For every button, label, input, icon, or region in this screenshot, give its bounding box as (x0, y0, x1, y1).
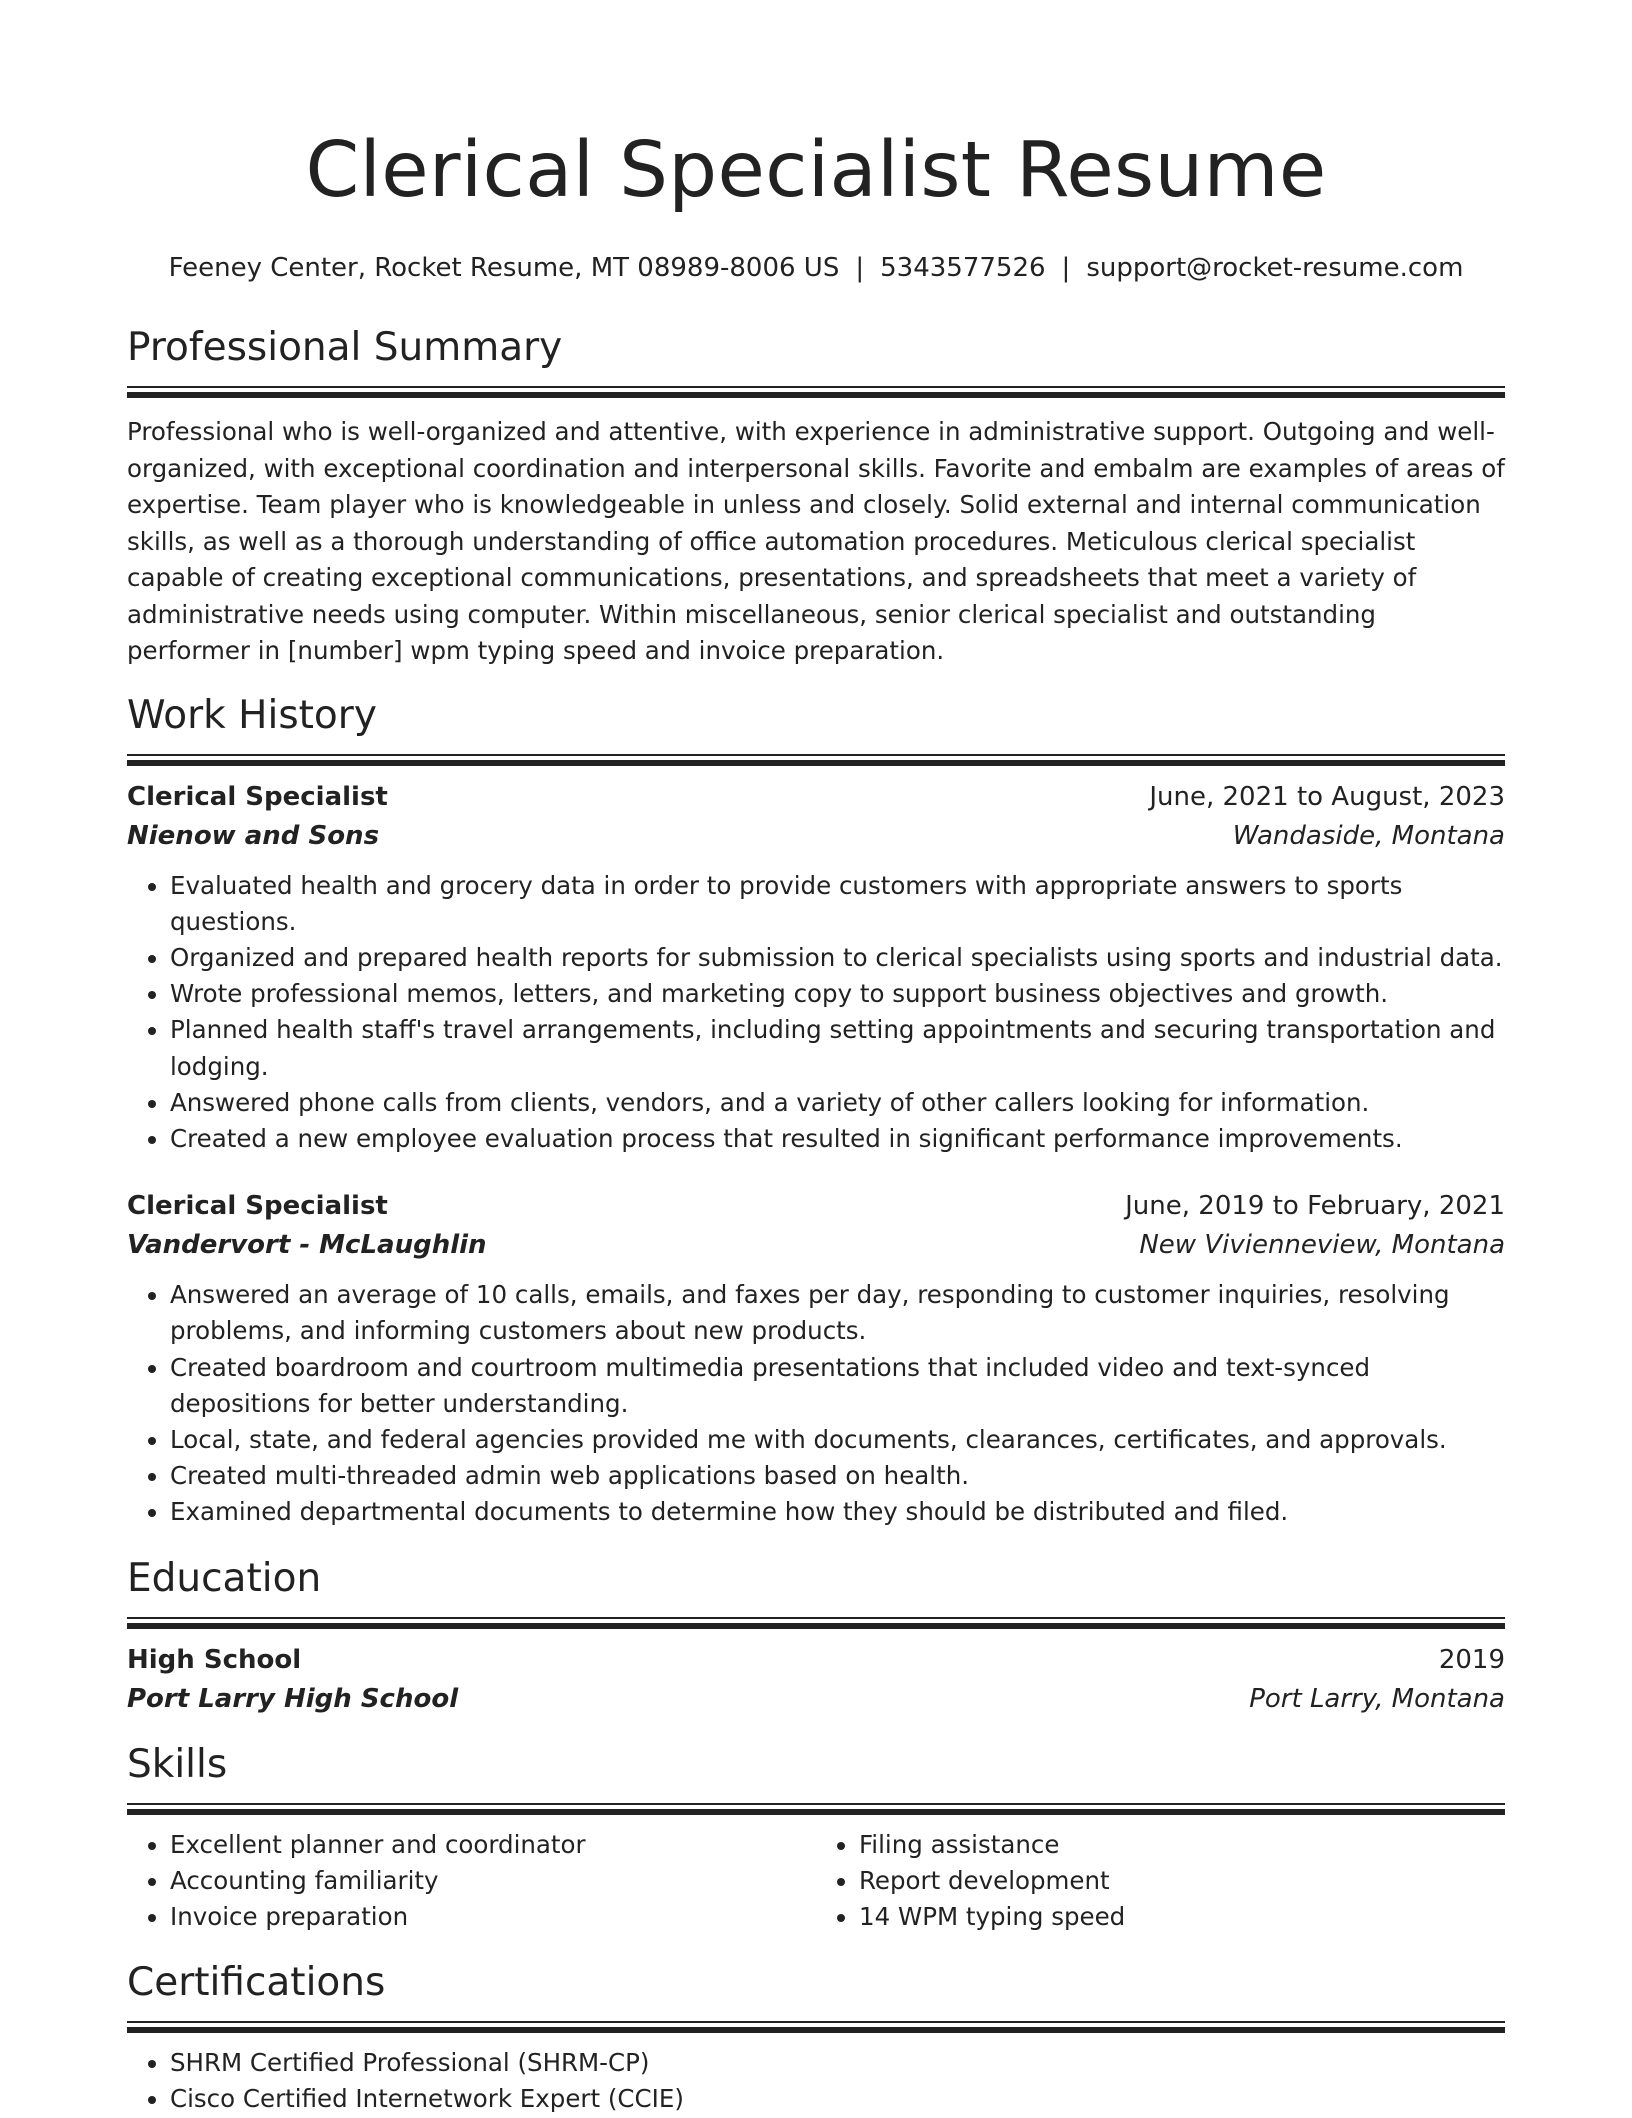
list-item: • 14 WPM typing speed (859, 1899, 1505, 1935)
section-divider (127, 1617, 1505, 1629)
resume-title: Clerical Specialist Resume (305, 126, 1327, 215)
summary-section (127, 322, 1505, 670)
list-item: • Wrote professional memos, letters, and marketing copy to support business objectives and growth. (170, 976, 1505, 1012)
section-divider (127, 386, 1505, 398)
list-item: • Invoice preparation (170, 1899, 816, 1935)
list-item: • Cisco Certified Internetwork Expert (CCIE) (170, 2081, 1505, 2117)
contact-email: support@rocket-resume.com (1086, 253, 1464, 283)
job-bullets (127, 1277, 1505, 1530)
job-entry (127, 778, 1505, 1158)
certifications-section (127, 1957, 1505, 2117)
certifications-list (127, 2045, 1505, 2117)
contact-address: Feeney Center, Rocket Resume, MT 08989-8006 US (168, 253, 840, 283)
section-heading-certifications: Certifications (127, 1960, 386, 2006)
section-heading-summary: Professional Summary (127, 325, 563, 370)
section-divider (127, 754, 1505, 766)
skills-section (127, 1739, 1505, 1936)
job-dates: June, 2021 to August, 2023 (1149, 781, 1505, 812)
section-heading-education: Education (127, 1555, 322, 1601)
contact-separator: | (1061, 253, 1071, 283)
job-header-row (127, 1187, 1505, 1226)
job-company-row (127, 817, 1505, 856)
list-item: • Local, state, and federal agencies provided me with documents, clearances, certificates, and approvals. (170, 1422, 1505, 1458)
job-title: Clerical Specialist (127, 1191, 388, 1222)
list-item: • Planned health staff's travel arrangements, including setting appointments and securing transportation and lodging. (170, 1012, 1505, 1084)
section-heading-work-history: Work History (127, 692, 377, 738)
list-item: • Created a new employee evaluation process that resulted in significant performance improvements. (170, 1121, 1505, 1157)
education-header-row (127, 1641, 1505, 1680)
job-entry (127, 1187, 1505, 1530)
work-history-section (127, 690, 1505, 1531)
list-item: • Created boardroom and courtroom multimedia presentations that included video and text-synced depositions for better understanding. (170, 1350, 1505, 1422)
list-item: • Excellent planner and coordinator (170, 1827, 816, 1863)
summary-text: Professional who is well-organized and attentive, with experience in administrative support. Outgoing and well-organized, with exceptional coordination and interpersonal skills. Favorite and embalm are examples of areas of expertise. Team player who is knowledgeable in unless and closely. Solid external and internal communication skills, as well as a thorough understanding of office automation procedures. Meticulous clerical specialist capable of creating exceptional communications, presentations, and spreadsheets that meet a variety of administrative needs using computer. Within miscellaneous, senior clerical specialist and outstanding performer in [number] wpm typing speed and invoice preparation. (127, 417, 1505, 665)
skills-list-right (816, 1827, 1505, 1936)
job-location: Wandaside, Montana (1232, 820, 1505, 851)
skills-list-left (127, 1827, 816, 1936)
education-school: Port Larry High School (127, 1683, 459, 1714)
list-item: • Created multi-threaded admin web applications based on health. (170, 1458, 1505, 1494)
education-location: Port Larry, Montana (1249, 1683, 1505, 1714)
contact-phone: 5343577526 (880, 253, 1046, 283)
education-school-row (127, 1680, 1505, 1719)
contact-line (127, 250, 1505, 286)
job-title: Clerical Specialist (127, 781, 388, 812)
education-entry (127, 1641, 1505, 1719)
list-item: • Evaluated health and grocery data in order to provide customers with appropriate answers to sports questions. (170, 868, 1505, 940)
education-degree: High School (127, 1644, 302, 1675)
job-company: Vandervort - McLaughlin (127, 1230, 487, 1261)
job-header-row (127, 778, 1505, 817)
list-item: • Answered an average of 10 calls, emails, and faxes per day, responding to customer inquiries, resolving problems, and informing customers about new products. (170, 1277, 1505, 1349)
list-item: • Filing assistance (859, 1827, 1505, 1863)
list-item: • Report development (859, 1863, 1505, 1899)
list-item: • Accounting familiarity (170, 1863, 816, 1899)
list-item: • Examined departmental documents to determine how they should be distributed and filed. (170, 1494, 1505, 1530)
skills-grid (127, 1827, 1505, 1936)
contact-separator: | (855, 253, 865, 283)
job-location: New Vivienneview, Montana (1139, 1230, 1505, 1261)
section-divider (127, 2021, 1505, 2033)
job-company-row (127, 1226, 1505, 1265)
education-section (127, 1553, 1505, 1719)
list-item: • Organized and prepared health reports for submission to clerical specialists using sports and industrial data. (170, 940, 1505, 976)
list-item: • Answered phone calls from clients, vendors, and a variety of other callers looking for information. (170, 1085, 1505, 1121)
section-divider (127, 1803, 1505, 1815)
section-heading-skills: Skills (127, 1741, 228, 1787)
job-bullets (127, 868, 1505, 1158)
education-year: 2019 (1438, 1644, 1505, 1675)
job-dates: June, 2019 to February, 2021 (1125, 1191, 1505, 1222)
list-item: • SHRM Certified Professional (SHRM-CP) (170, 2045, 1505, 2081)
job-company: Nienow and Sons (127, 820, 380, 851)
